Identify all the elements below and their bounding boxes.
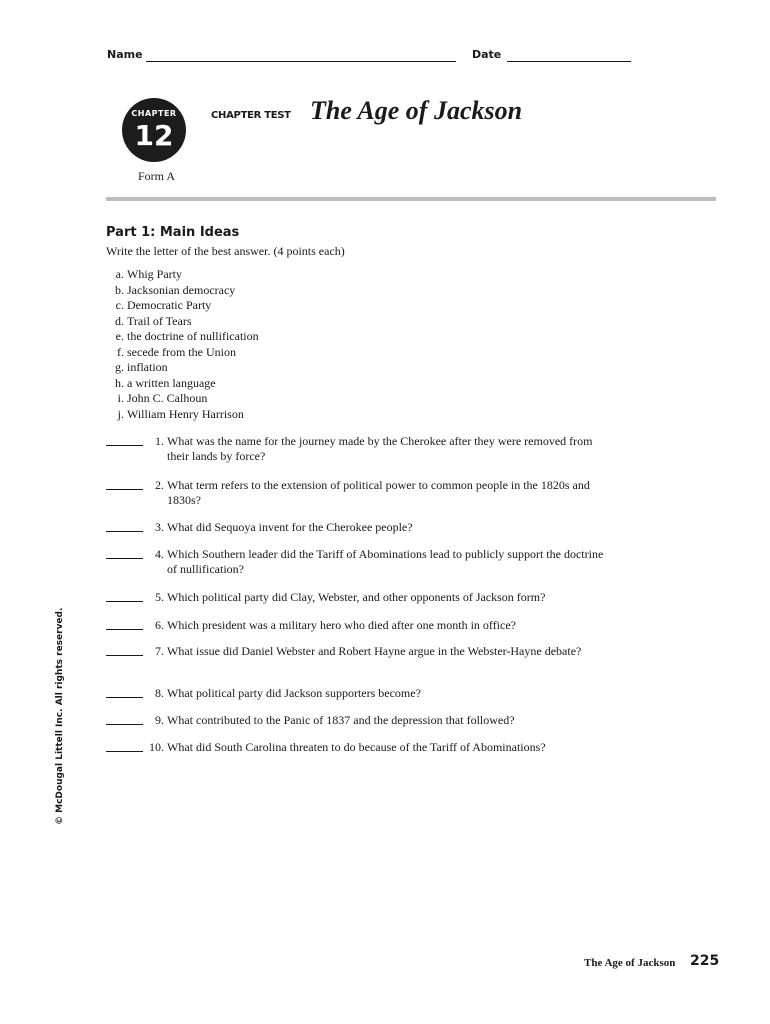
choice-letter: h. bbox=[115, 375, 124, 390]
question-text: What was the name for the journey made by the Cherokee after they were removed from their lands by force? bbox=[167, 434, 593, 463]
question-item bbox=[106, 713, 606, 728]
choice-item bbox=[110, 298, 259, 314]
question-text: Which president was a military hero who died after one month in office? bbox=[167, 618, 516, 632]
answer-blank[interactable] bbox=[106, 445, 143, 446]
question-number: 9. bbox=[155, 713, 164, 727]
choice-text: John C. Calhoun bbox=[127, 391, 208, 405]
question-text: Which Southern leader did the Tariff of Abominations lead to publicly support the doctrine of nullification? bbox=[167, 547, 604, 576]
question-text: What political party did Jackson supporters become? bbox=[167, 686, 421, 700]
footer-title: The Age of Jackson bbox=[584, 957, 676, 969]
question-number: 8. bbox=[155, 686, 164, 700]
choice-item bbox=[110, 407, 259, 423]
choice-text: Trail of Tears bbox=[127, 313, 192, 328]
choice-letter: j. bbox=[117, 406, 124, 421]
question-number: 2. bbox=[155, 478, 164, 492]
chapter-number: 12 bbox=[134, 119, 174, 152]
choice-text: Jacksonian democracy bbox=[127, 282, 236, 297]
answer-blank[interactable] bbox=[106, 724, 143, 725]
choice-letter: i. bbox=[117, 391, 124, 405]
copyright-notice: © McDougal Littell Inc. All rights reserved. bbox=[55, 607, 65, 825]
choice-text: Whig Party bbox=[127, 267, 182, 281]
question-number: 4. bbox=[155, 547, 164, 561]
question-item bbox=[106, 547, 606, 577]
question-text: What did South Carolina threaten to do because of the Tariff of Abominations? bbox=[167, 740, 546, 754]
question-number: 6. bbox=[155, 618, 164, 632]
answer-blank[interactable] bbox=[106, 655, 143, 656]
question-item bbox=[106, 686, 606, 701]
choice-letter: e. bbox=[115, 329, 124, 343]
question-item bbox=[106, 740, 606, 755]
question-item bbox=[106, 520, 606, 535]
form-label: Form A bbox=[138, 169, 176, 183]
choice-item bbox=[110, 360, 259, 376]
question-text: What contributed to the Panic of 1837 and the depression that followed? bbox=[167, 713, 515, 727]
question-item bbox=[106, 434, 606, 464]
answer-blank[interactable] bbox=[106, 489, 143, 490]
choice-letter: a. bbox=[115, 267, 124, 281]
question-text: What term refers to the extension of political power to common people in the 1820s and 1830s? bbox=[167, 478, 590, 507]
question-number: 1. bbox=[155, 434, 164, 448]
question-number: 5. bbox=[155, 590, 164, 604]
date-label: Date bbox=[472, 48, 502, 61]
chapter-test-label: CHAPTER TEST bbox=[211, 110, 291, 121]
question-item bbox=[106, 618, 606, 633]
name-label: Name bbox=[107, 48, 143, 61]
answer-blank[interactable] bbox=[106, 697, 143, 698]
page-number: 225 bbox=[690, 953, 720, 969]
chapter-badge-word: CHAPTER bbox=[131, 109, 177, 118]
choice-item bbox=[110, 376, 259, 392]
answer-blank[interactable] bbox=[106, 601, 143, 602]
choice-item bbox=[110, 267, 259, 283]
question-number: 10. bbox=[149, 740, 164, 754]
page-title: The Age of Jackson bbox=[310, 96, 523, 125]
choice-text: inflation bbox=[127, 360, 168, 374]
instructions: Write the letter of the best answer. (4 points each) bbox=[106, 244, 345, 258]
question-item bbox=[106, 644, 606, 659]
choice-item bbox=[110, 283, 259, 299]
part-heading: Part 1: Main Ideas bbox=[106, 225, 240, 240]
choice-text: secede from the Union bbox=[127, 344, 236, 359]
choice-text: Democratic Party bbox=[127, 298, 212, 312]
choice-item bbox=[110, 345, 259, 361]
name-field[interactable] bbox=[146, 61, 456, 62]
question-text: Which political party did Clay, Webster, and other opponents of Jackson form? bbox=[167, 590, 546, 604]
choice-item bbox=[110, 329, 259, 345]
choice-item bbox=[110, 314, 259, 330]
choice-letter: b. bbox=[115, 282, 124, 297]
question-number: 3. bbox=[155, 520, 164, 534]
choice-text: William Henry Harrison bbox=[127, 406, 244, 421]
question-number: 7. bbox=[155, 644, 164, 658]
question-item bbox=[106, 478, 606, 508]
choice-letter: c. bbox=[115, 298, 124, 312]
choice-item bbox=[110, 391, 259, 407]
choice-letter: d. bbox=[115, 313, 124, 328]
choice-text: the doctrine of nullification bbox=[127, 329, 259, 343]
question-item bbox=[106, 590, 606, 605]
answer-choices bbox=[110, 267, 259, 422]
question-text: What did Sequoya invent for the Cherokee people? bbox=[167, 520, 413, 534]
answer-blank[interactable] bbox=[106, 629, 143, 630]
choice-letter: g. bbox=[115, 360, 124, 374]
answer-blank[interactable] bbox=[106, 531, 143, 532]
answer-blank[interactable] bbox=[106, 558, 143, 559]
question-text: What issue did Daniel Webster and Robert Hayne argue in the Webster-Hayne debate? bbox=[167, 644, 582, 658]
chapter-badge bbox=[122, 98, 186, 162]
header-divider bbox=[106, 197, 716, 201]
choice-text: a written language bbox=[127, 375, 216, 390]
choice-letter: f. bbox=[117, 344, 124, 359]
answer-blank[interactable] bbox=[106, 751, 143, 752]
date-field[interactable] bbox=[507, 61, 631, 62]
